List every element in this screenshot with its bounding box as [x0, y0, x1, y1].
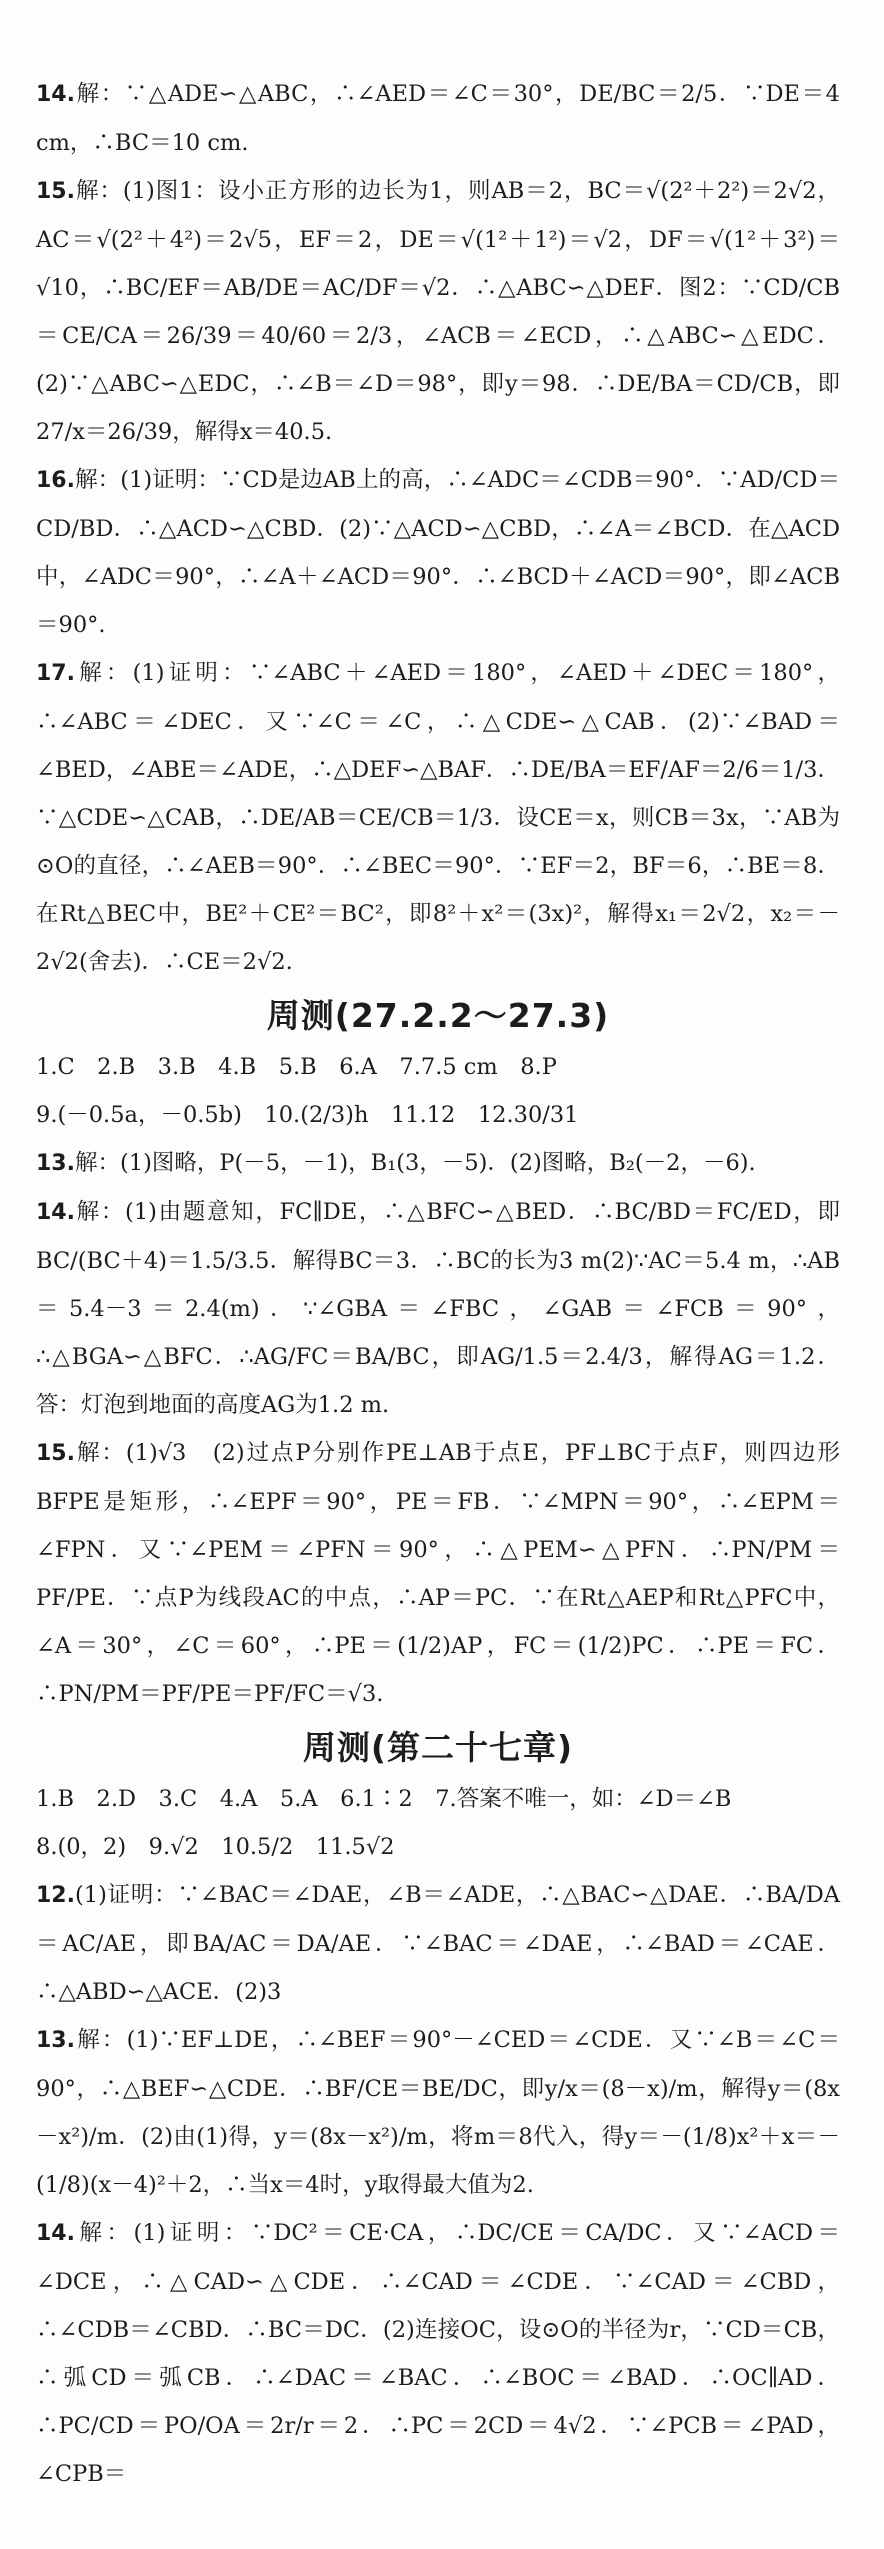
answer-number: 14. — [36, 82, 75, 107]
answer-number: 15. — [36, 179, 75, 204]
answer-text: 解：(1)证明：∵∠ABC＋∠AED＝180°，∠AED＋∠DEC＝180°，∴∠ABC＝∠DEC．又∵∠C＝∠C，∴△CDE∽△CAB．(2)∵∠BAD＝∠BED，∠ABE＝∠ADE，∴△DEF∽△BAF．∴DE/BA＝EF/AF＝2/6＝1/3．∵△CDE∽△CAB，∴DE/AB＝CE/CB＝1/3．设CE＝x，则CB＝3x，∵AB为⊙O的直径，∴∠AEB＝90°．∴∠BEC＝90°．∵EF＝2，BF＝6，∴BE＝8．在Rt△BEC中，BE²＋CE²＝BC²，即8²＋x²＝(3x)²，解得x₁＝2√2，x₂＝－2√2(舍去)．∴CE＝2√2. — [36, 660, 840, 975]
answer-p2-2 — [36, 1429, 840, 1718]
answer-text: 解：(1)由题意知，FC∥DE，∴△BFC∽△BED．∴BC/BD＝FC/ED，即BC/(BC＋4)＝1.5/3.5．解得BC＝3．∴BC的长为3 m(2)∵AC＝5.4 m，∴AB＝5.4－3＝2.4(m)．∵∠GBA＝∠FBC，∠GAB＝∠FCB＝90°，∴△BGA∽△BFC．∴AG/FC＝BA/BC，即AG/1.5＝2.4/3，解得AG＝1.2．答：灯泡到地面的高度AG为1.2 m. — [36, 1199, 840, 1418]
fill-answers-2: 8.(0，2) 9.√2 10.5/2 11.5√2 — [36, 1834, 395, 1860]
answer-number: 15. — [36, 1441, 75, 1466]
section-heading-weekly-test-2: 周测(第二十七章) — [302, 1728, 574, 1767]
answer-text: 解：(1)√3 (2)过点P分别作PE⊥AB于点E，PF⊥BC于点F，则四边形BFPE是矩形，∴∠EPF＝90°，PE＝FB．∵∠MPN＝90°，∴∠EPM＝∠FPN．又∵∠PEM＝∠PFN＝90°，∴△PEM∽△PFN．∴PN/PM＝PF/PE．∵点P为线段AC的中点，∴AP＝PC．∵在Rt△AEP和Rt△PFC中，∠A＝30°，∠C＝60°，∴PE＝(1/2)AP，FC＝(1/2)PC．∴PE＝FC．∴PN/PM＝PF/PE＝PF/FC＝√3. — [36, 1440, 840, 1707]
answer-p3-2 — [36, 2209, 840, 2498]
answer-text: 解：(1)图1：设小正方形的边长为1，则AB＝2，BC＝√(2²＋2²)＝2√2，AC＝√(2²＋4²)＝2√5，EF＝2，DE＝√(1²＋1²)＝√2，DF＝√(1²＋3²)＝√10，∴BC/EF＝AB/DE＝AC/DF＝√2．∴△ABC∽△DEF．图2：∵CD/CB＝CE/CA＝26/39＝40/60＝2/3，∠ACB＝∠ECD，∴△ABC∽△EDC．(2)∵△ABC∽△EDC，∴∠B＝∠D＝98°，即y＝98．∴DE/BA＝CD/CB，即27/x＝26/39，解得x＝40.5. — [36, 178, 840, 445]
answer-p1-2 — [36, 456, 840, 649]
answer-p2-1 — [36, 1188, 840, 1429]
answer-number: 13. — [36, 1151, 75, 1176]
section-heading-weekly-test-1: 周测(27.2.2～27.3) — [266, 996, 610, 1035]
answer-number: 12. — [36, 1883, 75, 1908]
answer-number: 17. — [36, 661, 75, 686]
answer-text: (1)证明：∵∠BAC＝∠DAE，∠B＝∠ADE，∴△BAC∽△DAE．∴BA/DA＝AC/AE，即BA/AC＝DA/AE．∵∠BAC＝∠DAE，∴∠BAD＝∠CAE．∴△ABD∽△ACE．(2)3 — [36, 1882, 840, 2005]
answer-number: 14. — [36, 1200, 75, 1225]
answer-p3-1 — [36, 2016, 840, 2209]
answer-text: 解：(1)∵EF⊥DE，∴∠BEF＝90°－∠CED＝∠CDE．又∵∠B＝∠C＝90°，∴△BEF∽△CDE．∴BF/CE＝BE/DC，即y/x＝(8－x)/m，解得y＝(8x－x²)/m．(2)由(1)得，y＝(8x－x²)/m，将m＝8代入，得y＝－(1/8)x²＋x＝－(1/8)(x－4)²＋2，∴当x＝4时，y取得最大值为2. — [36, 2027, 840, 2198]
answer-p1-1 — [36, 167, 840, 456]
answer-text: 解：(1)证明：∵DC²＝CE·CA，∴DC/CE＝CA/DC．又∵∠ACD＝∠DCE，∴△CAD∽△CDE．∴∠CAD＝∠CDE．∵∠CAD＝∠CBD，∴∠CDB＝∠CBD．∴BC＝DC．(2)连接OC，设⊙O的半径为r，∵CD＝CB，∴弧CD＝弧CB．∴∠DAC＝∠BAC．∴∠BOC＝∠BAD．∴OC∥AD．∴PC/CD＝PO/OA＝2r/r＝2．∴PC＝2CD＝4√2．∵∠PCB＝∠PAD，∠CPB＝ — [36, 2220, 840, 2487]
answer-p2-0 — [36, 1139, 840, 1188]
answer-text: 解：(1)图略，P(－5，－1)，B₁(3，－5)．(2)图略，B₂(－2，－6). — [74, 1150, 756, 1176]
choice-answers-2: 1.B 2.D 3.C 4.A 5.A 6.1∶2 7.答案不唯一，如：∠D＝∠B — [36, 1786, 732, 1812]
answer-p1-0 — [36, 70, 840, 167]
fill-answers-1: 9.(－0.5a，－0.5b) 10.(2/3)h 11.12 12.30/31 — [36, 1102, 579, 1128]
answer-p1-3 — [36, 649, 840, 986]
answer-text: 解：(1)证明：∵CD是边AB上的高，∴∠ADC＝∠CDB＝90°．∵AD/CD＝CD/BD．∴△ACD∽△CBD．(2)∵△ACD∽△CBD，∴∠A＝∠BCD．在△ACD中，∠ADC＝90°，∴∠A＋∠ACD＝90°．∴∠BCD＋∠ACD＝90°，即∠ACB＝90°. — [36, 467, 840, 638]
answer-p3-0 — [36, 1871, 840, 2016]
answer-text: 解：∵△ADE∽△ABC，∴∠AED＝∠C＝30°，DE/BC＝2/5．∵DE＝4 cm，∴BC＝10 cm. — [36, 81, 840, 156]
answer-number: 13. — [36, 2028, 75, 2053]
choice-answers-1: 1.C 2.B 3.B 4.B 5.B 6.A 7.7.5 cm 8.P — [36, 1054, 557, 1080]
answer-number: 16. — [36, 468, 75, 493]
answer-number: 14. — [36, 2221, 75, 2246]
